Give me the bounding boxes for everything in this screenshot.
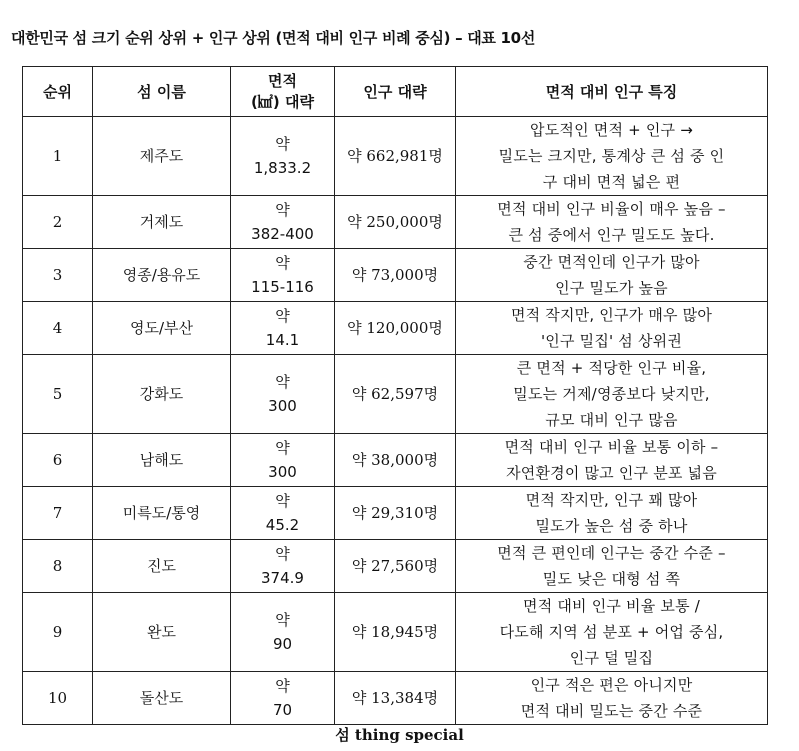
feature-cell xyxy=(456,249,768,302)
header-population: 인구 대략 xyxy=(335,67,456,117)
area-prefix: 약 xyxy=(275,545,290,563)
header-area-line2: (㎢) 대략 xyxy=(251,92,314,111)
area-value: 382-400 xyxy=(251,225,314,243)
feature-line: 구 대비 면적 넓은 편 xyxy=(542,173,681,191)
page-title: 대한민국 섬 크기 순위 상위 + 인구 상위 (면적 대비 인구 비례 중심) – 대표 10선 xyxy=(11,29,536,47)
feature-line: 밀도는 크지만, 통계상 큰 섬 중 인 xyxy=(498,147,725,165)
area-value: 14.1 xyxy=(265,331,300,349)
feature-line: 면적 대비 인구 비율 보통 이하 – xyxy=(504,438,719,456)
area-value: 1,833.2 xyxy=(253,159,312,177)
area-cell xyxy=(231,355,335,434)
table-row xyxy=(23,249,768,302)
population-cell: 약 250,000명 xyxy=(335,196,456,249)
area-prefix: 약 xyxy=(275,201,290,219)
feature-line: 압도적인 면적 + 인구 → xyxy=(530,121,693,139)
feature-line: 면적 큰 편인데 인구는 중간 수준 – xyxy=(497,544,726,562)
feature-line: 면적 대비 인구 비율 보통 / xyxy=(523,597,700,615)
area-cell xyxy=(231,302,335,355)
island-name-cell: 돌산도 xyxy=(93,672,231,725)
feature-line: 인구 적은 편은 아니지만 xyxy=(530,676,693,694)
population-cell: 약 18,945명 xyxy=(335,593,456,672)
feature-cell xyxy=(456,487,768,540)
area-value: 374.9 xyxy=(261,569,304,587)
feature-cell xyxy=(456,196,768,249)
header-name: 섬 이름 xyxy=(93,67,231,117)
area-prefix: 약 xyxy=(275,135,290,153)
feature-line: 면적 작지만, 인구 꽤 많아 xyxy=(525,491,698,509)
feature-line: '인구 밀집' 섬 상위권 xyxy=(540,332,683,350)
rank-cell: 7 xyxy=(23,487,93,540)
rank-cell: 5 xyxy=(23,355,93,434)
population-cell: 약 73,000명 xyxy=(335,249,456,302)
feature-line: 다도해 지역 섬 분포 + 어업 중심, xyxy=(499,623,724,641)
area-prefix: 약 xyxy=(275,373,290,391)
table-row xyxy=(23,672,768,725)
population-cell: 약 13,384명 xyxy=(335,672,456,725)
area-cell xyxy=(231,434,335,487)
feature-line: 면적 작지만, 인구가 매우 많아 xyxy=(510,306,713,324)
area-cell xyxy=(231,593,335,672)
header-rank: 순위 xyxy=(23,67,93,117)
header-area xyxy=(231,67,335,117)
area-value: 300 xyxy=(268,463,297,481)
population-cell: 약 38,000명 xyxy=(335,434,456,487)
area-cell xyxy=(231,540,335,593)
area-value: 90 xyxy=(272,635,293,653)
population-cell: 약 29,310명 xyxy=(335,487,456,540)
feature-cell xyxy=(456,540,768,593)
feature-line: 중간 면적인데 인구가 많아 xyxy=(523,253,700,271)
island-name-cell: 진도 xyxy=(93,540,231,593)
feature-line: 자연환경이 많고 인구 분포 넓음 xyxy=(506,464,717,482)
rank-cell: 2 xyxy=(23,196,93,249)
feature-line: 규모 대비 인구 많음 xyxy=(545,411,678,429)
area-cell xyxy=(231,672,335,725)
feature-line: 밀도는 거제/영종보다 낮지만, xyxy=(513,385,710,403)
area-cell xyxy=(231,487,335,540)
area-cell xyxy=(231,249,335,302)
feature-line: 밀도 낮은 대형 섬 쪽 xyxy=(542,570,681,588)
island-table xyxy=(22,66,768,725)
table-row xyxy=(23,196,768,249)
area-prefix: 약 xyxy=(275,439,290,457)
rank-cell: 10 xyxy=(23,672,93,725)
feature-line: 면적 대비 인구 비율이 매우 높음 – xyxy=(497,200,726,218)
area-prefix: 약 xyxy=(275,611,290,629)
feature-cell xyxy=(456,117,768,196)
island-name-cell: 거제도 xyxy=(93,196,231,249)
area-prefix: 약 xyxy=(275,254,290,272)
area-prefix: 약 xyxy=(275,307,290,325)
feature-cell xyxy=(456,302,768,355)
table-row xyxy=(23,487,768,540)
area-value: 115-116 xyxy=(251,278,314,296)
area-prefix: 약 xyxy=(275,677,290,695)
table-row xyxy=(23,302,768,355)
area-cell xyxy=(231,117,335,196)
table-row xyxy=(23,593,768,672)
caption: 섬 thing special xyxy=(335,726,464,744)
rank-cell: 9 xyxy=(23,593,93,672)
table-row xyxy=(23,540,768,593)
population-cell: 약 662,981명 xyxy=(335,117,456,196)
population-cell: 약 27,560명 xyxy=(335,540,456,593)
feature-cell xyxy=(456,355,768,434)
header-area-line1: 면적 xyxy=(268,71,297,90)
area-cell xyxy=(231,196,335,249)
feature-line: 큰 면적 + 적당한 인구 비율, xyxy=(516,359,707,377)
feature-cell xyxy=(456,672,768,725)
island-name-cell: 제주도 xyxy=(93,117,231,196)
table-row xyxy=(23,355,768,434)
island-name-cell: 영도/부산 xyxy=(93,302,231,355)
area-prefix: 약 xyxy=(275,492,290,510)
header-row xyxy=(23,67,768,117)
island-name-cell: 미륵도/통영 xyxy=(93,487,231,540)
population-cell: 약 120,000명 xyxy=(335,302,456,355)
feature-cell xyxy=(456,434,768,487)
island-name-cell: 남해도 xyxy=(93,434,231,487)
rank-cell: 6 xyxy=(23,434,93,487)
table-row xyxy=(23,117,768,196)
feature-line: 큰 섬 중에서 인구 밀도도 높다. xyxy=(508,226,715,244)
feature-cell xyxy=(456,593,768,672)
rank-cell: 1 xyxy=(23,117,93,196)
area-value: 70 xyxy=(272,701,293,719)
area-value: 45.2 xyxy=(265,516,300,534)
rank-cell: 3 xyxy=(23,249,93,302)
table-row xyxy=(23,434,768,487)
feature-line: 밀도가 높은 섬 중 하나 xyxy=(535,517,688,535)
population-cell: 약 62,597명 xyxy=(335,355,456,434)
header-feature: 면적 대비 인구 특징 xyxy=(456,67,768,117)
rank-cell: 4 xyxy=(23,302,93,355)
island-name-cell: 완도 xyxy=(93,593,231,672)
feature-line: 인구 밀도가 높음 xyxy=(555,279,668,297)
feature-line: 인구 덜 밀집 xyxy=(569,649,654,667)
rank-cell: 8 xyxy=(23,540,93,593)
feature-line: 면적 대비 밀도는 중간 수준 xyxy=(520,702,703,720)
island-name-cell: 영종/용유도 xyxy=(93,249,231,302)
area-value: 300 xyxy=(268,397,297,415)
island-name-cell: 강화도 xyxy=(93,355,231,434)
